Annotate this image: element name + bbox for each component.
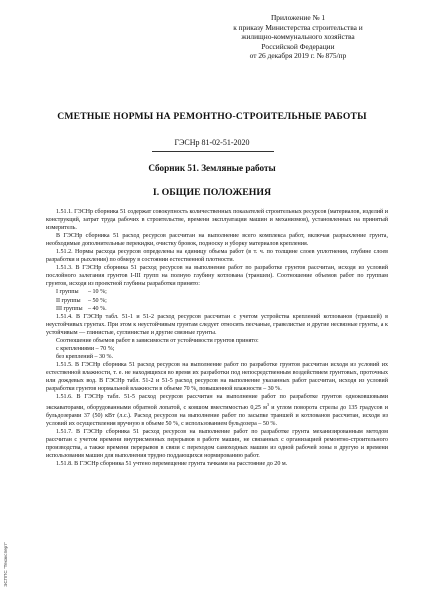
list-item-value: – 10 %; (88, 289, 107, 296)
collection-title: Сборник 51. Земляные работы (148, 163, 276, 173)
appendix-header (213, 13, 383, 61)
superscript: 3 (267, 402, 270, 408)
paragraph: 1.51.7. В ГЭСНр сборника 51 расход ресурсов на выполнение работ по разработке грунта механизированным методом рассчитан с учетом времени внутрисменных перерывов в работе машин, не связанных с организацией ремонтно-строительного производства, а также времени перерывов в связи с переходом самоходных машин из одной рабочей зоны в другую и времени использования машин для выполнения трудно поддающихся нормированию работ. (46, 429, 388, 460)
list-item-label: I группы (56, 289, 79, 296)
divider (152, 151, 274, 152)
list-item (46, 297, 388, 305)
list-item-value: – 40 %. (88, 305, 107, 312)
paragraph (46, 393, 388, 428)
paragraph: 1.51.8. В ГЭСНр сборника 51 учтено перемещение грунта тачками на расстояние до 20 м. (56, 461, 288, 468)
appendix-line: от 26 декабря 2019 г. № 875/пр (249, 51, 347, 61)
document-body (46, 208, 388, 469)
appendix-line: Российской Федерации (261, 41, 335, 51)
paragraph: 1.51.3. В ГЭСНр сборника 51 расход ресурсов на выполнение работ по разработке грунтов рассчитан, исходя из условий послойного залегания грунтов I-III групп на полную глубину котлована (траншеи). Соотношение объемов работ по группам грунтов, исходя из проектной глубины разработки принято: (46, 265, 388, 288)
appendix-line: жилищно-коммунального хозяйства (241, 32, 355, 42)
appendix-line: Приложение № 1 (270, 13, 326, 22)
appendix-line: к приказу Министерства строительства и (233, 22, 363, 32)
paragraph-text: 1.51.6. В ГЭСНр табл. 51-5 расход ресурсов рассчитан на выполнение работ по разработке грунтов одноковшовыми экскаваторами, оборудованными обратной лопатой, с ковшом вместимостью 0,25 м (46, 394, 388, 412)
paragraph: 1.51.4. В ГЭСНр табл. 51-1 и 51-2 расход ресурсов рассчитан с учетом устройства креплений котлованов (траншей) в неустойчивых грунтах. При этом к неустойчивым грунтам следует относить песчаные, гравелистые и другие несвязные грунты, а к устойчивым — глинистые, суглинистые и другие связные грунты. (46, 313, 388, 336)
list-item-label: III группы (56, 305, 83, 312)
paragraph: 1.51.2. Нормы расхода ресурсов определены на единицу объема работ (в т. ч. по толщине слоев уплотнения, глубине слоев разработки и рыхления) по обмеру в состоянии естественной плотности. (46, 249, 388, 264)
paragraph: В ГЭСНр сборника 51 расход ресурсов рассчитан на выполнение всего комплекса работ, включая разрыхление грунта, необходимые дополнительные перекидки, очистку бровок, подноску и уборку материалов крепления. (46, 233, 388, 248)
paragraph: 1.51.5. В ГЭСНр сборника 51 расход ресурсов на выполнение работ по разработке грунтов рассчитан исходя из условий их естественной влажности, т. е. не находящихся во время их разработки под непосредственным воздействием грунтовых, проточных или дождевых вод. В ГЭСНр табл. 51-2 и 51-5 расход ресурсов на выполнение указанных работ рассчитан, исходя из условий разработки грунтов нормальной влажности в объеме 70 %, повышенной влажности – 30 %. (46, 361, 388, 393)
paragraph: Соотношение объемов работ в зависимости от устойчивости грунтов принято: (56, 337, 259, 344)
list-item-value: – 50 %; (88, 297, 107, 304)
document-title: СМЕТНЫЕ НОРМЫ НА РЕМОНТНО-СТРОИТЕЛЬНЫЕ РАБОТЫ (57, 111, 367, 122)
list-item (46, 288, 388, 296)
section-heading: I. ОБЩИЕ ПОЛОЖЕНИЯ (152, 187, 272, 198)
list-item: с креплениями – 70 %; (56, 345, 115, 352)
paragraph-text: и углом поворота стрелы до 135 градусов и бульдозерами 37 (50) кВт (л.с.). Расход ресурсов на выполнение работ по засыпке траншей и котлованов рассчитан, исходя из условий их осуществления вручную в объеме 50 %, с использованием бульдозера – 50 %. (46, 405, 388, 428)
paragraph: 1.51.1. ГЭСНр сборника 51 содержат совокупность количественных показателей строительных ресурсов (материалов, изделий и конструкций, затрат труда рабочих в строительстве, времени эксплуатации машин и механизмов), установленных на принятый измеритель. (46, 209, 388, 232)
sidebar-watermark (2, 538, 12, 594)
watermark-text: ЭСППС "Техэксперт" (2, 542, 8, 587)
list-item-label: II группы (56, 297, 81, 304)
list-item (46, 305, 388, 313)
list-item: без креплений – 30 %. (56, 353, 114, 360)
norm-code: ГЭСНр 81-02-51-2020 (174, 138, 250, 147)
